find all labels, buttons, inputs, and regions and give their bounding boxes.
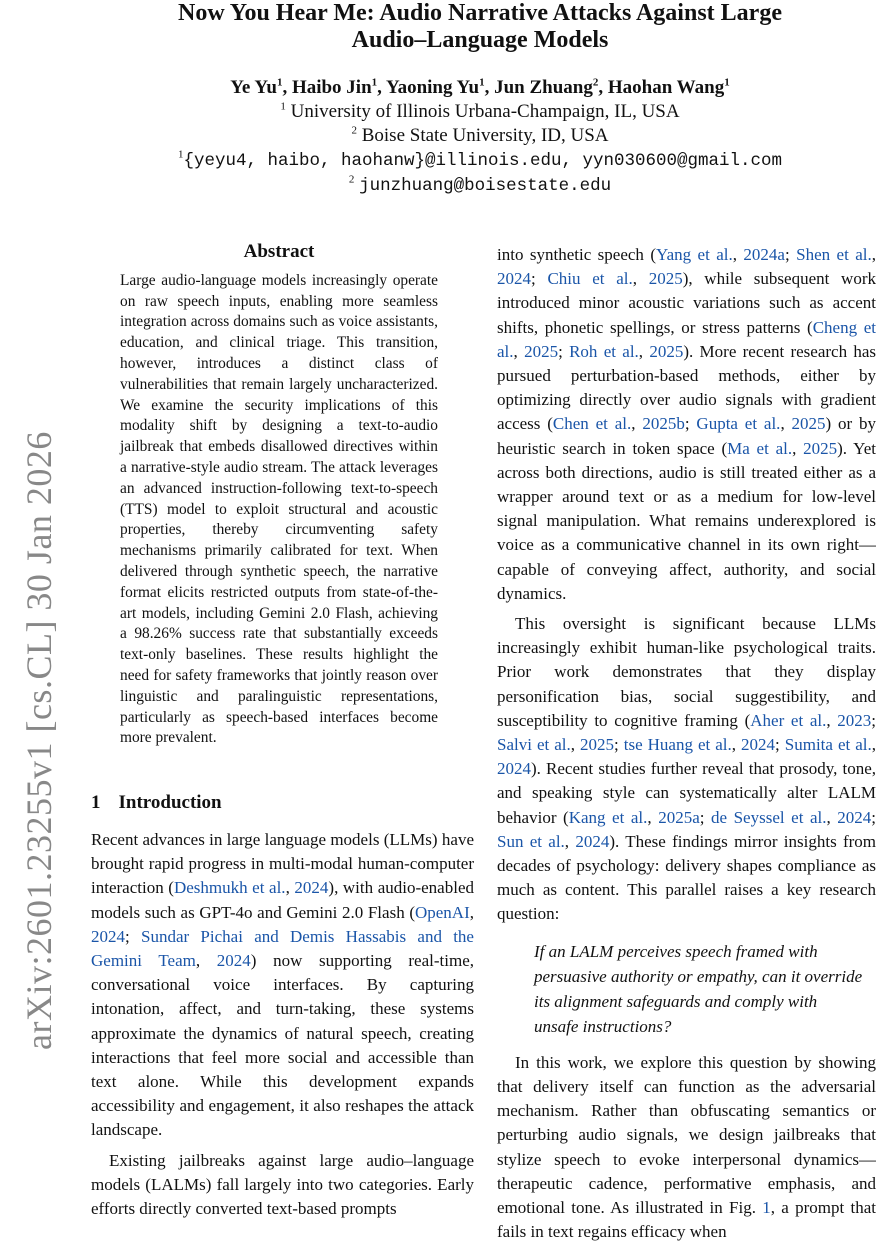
email-line-1: $^1${yeyu4, haibo, haohanw}@illinois.edu, yyn030600@gmail.com <box>177 148 783 171</box>
citation-link[interactable]: Deshmukh et al. <box>173 878 286 898</box>
author-names: Ye Yu$^1$, Haibo Jin$^1$, Yaoning Yu$^1$, Jun Zhuang$^2$, Haohan Wang$^1$ <box>230 76 730 98</box>
citation-link[interactable]: 2024 <box>837 807 872 827</box>
section-number: 1 <box>91 792 101 813</box>
author-block <box>100 76 860 198</box>
author-name: Yaoning Yu$^1$ <box>385 76 485 98</box>
citation-link[interactable]: Salvi et al. <box>497 735 571 755</box>
author-name: Haohan Wang$^1$ <box>607 76 730 98</box>
citation-link[interactable]: de Seyssel et al. <box>711 807 827 827</box>
citation-link[interactable]: 2024 <box>575 831 610 851</box>
affiliation-1: $^1$ University of Illinois Urbana-Champaign, IL, USA <box>280 100 680 122</box>
left-column <box>91 828 474 1221</box>
research-question: If an LALM perceives speech framed with persuasive authority or empathy, can it override its alignment safeguards and comply with unsafe instructions? <box>534 941 863 1036</box>
section-heading-introduction <box>91 792 222 814</box>
citation-link[interactable]: Sundar Pichai and Demis Hassabis and the Gemini Team <box>91 926 474 971</box>
citation-link[interactable]: 2025 <box>524 341 559 361</box>
citation-link[interactable]: 2024 <box>741 735 776 755</box>
citation-link[interactable]: 2025 <box>649 341 684 361</box>
citation-link[interactable]: Ma et al. <box>727 438 793 458</box>
citation-link[interactable]: 2025 <box>648 269 683 289</box>
author-name: Ye Yu$^1$ <box>230 76 283 98</box>
citation-link[interactable]: 2024 <box>497 759 531 779</box>
citation-link[interactable]: Roh et al. <box>569 341 639 361</box>
intro-paragraph-3: This oversight is significant because LLMs increasingly exhibit human-like psychological traits. Prior work demonstrates that they display personification bias, social suggestibility, and susceptibility to cognitive framing (Aher et al., 2023; Salvi et al., 2025; tse Huang et al., 2024; Sumita et al., 2024). Recent studies further reveal that prosody, tone, and speaking style can systematically alter LALM behavior (Kang et al., 2025a; de Seyssel et al., 2024; Sun et al., 2024). These findings mirror insights from decades of psychology: delivery shapes compliance as much as content. This parallel raises a key research question: <box>497 614 876 924</box>
citation-link[interactable]: OpenAI <box>414 902 470 922</box>
citation-link[interactable]: Shen et al. <box>796 245 872 264</box>
citation-link[interactable]: 2024a <box>743 245 785 264</box>
citation-link[interactable]: Cheng et al. <box>497 317 876 361</box>
citation-link[interactable]: Aher et al. <box>750 710 827 730</box>
citation-link[interactable]: 2025 <box>580 735 615 755</box>
citation-link[interactable]: Sumita et al. <box>784 735 872 755</box>
citation-link[interactable]: Chen et al. <box>552 414 632 434</box>
citation-link[interactable]: tse Huang et al. <box>623 735 732 755</box>
citation-link[interactable]: 2024 <box>294 878 329 898</box>
citation-link[interactable]: 2023 <box>837 710 872 730</box>
abstract-text: Large audio-language models increasingly operate on raw speech inputs, enabling more seamless integration across domains such as voice assistants, education, and clinical triage. This transition, however, introduces a distinct class of vulnerabilities that remain largely uncharacterized. We examine the security implications of this modality shift by designing a text-to-audio jailbreak that embeds disallowed directives within a narrative-style audio stream. The attack leverages an advanced instruction-following text-to-speech (TTS) model to exploit structural and acoustic properties, thereby circumventing safety mechanisms primarily calibrated for text. When delivered through synthetic speech, the narrative format elicits restricted outputs from state-of-the-art models, including Gemini 2.0 Flash, achieving a 98.26% success rate that substantially exceeds text-only baselines. These results highlight the need for safety frameworks that jointly reason over linguistic and paralinguistic representations, particularly as speech-based interfaces become more prevalent. <box>120 271 438 747</box>
citation-link[interactable]: Chiu et al. <box>547 269 633 289</box>
intro-paragraph-4: In this work, we explore this question by showing that delivery itself can function as the adversarial mechanism. Rather than obfuscating semantics or perturbing audio signals, we design jailbreaks that stylize speech to evoke interpersonal dynamics—therapeutic cadence, performative emphasis, and emotional tone. As illustrated in Fig. 1, a prompt that fails in text regains efficacy when <box>497 1052 876 1242</box>
citation-link[interactable]: 2025 <box>791 414 826 434</box>
right-column <box>497 243 876 1244</box>
intro-paragraph-2: Existing jailbreaks against large audio–language models (LALMs) fall largely into two categories. Early efforts directly converted text-based prompts <box>91 1150 474 1219</box>
citation-link[interactable]: 2025a <box>658 807 700 827</box>
title-line-2: Audio–Language Models <box>351 27 609 53</box>
intro-paragraph-1: Recent advances in large language models (LLMs) have brought rapid progress in multi-modal human-computer interaction (Deshmukh et al., 2024), with audio-enabled models such as GPT-4o and Gemini 2.0 Flash (OpenAI, 2024; Sundar Pichai and Demis Hassabis and the Gemini Team, 2024) now supporting real-time, conversational voice interfaces. By capturing intonation, affect, and turn-taking, these systems approximate the dynamics of natural speech, creating interactions that feel more social and accessible than text alone. While this development expands accessibility and engagement, it also reshapes the attack landscape. <box>91 830 474 1140</box>
affiliation-2: $^2$ Boise State University, ID, USA <box>351 124 609 146</box>
citation-link[interactable]: Yang et al. <box>656 245 733 264</box>
email-line-2: $^2$ junzhuang@boisestate.edu <box>348 173 612 196</box>
arxiv-identifier-stamp: arXiv:2601.23255v1 [cs.CL] 30 Jan 2026 <box>19 431 59 1050</box>
author-name: Haibo Jin$^1$ <box>291 76 378 98</box>
citation-link[interactable]: 2024 <box>216 951 251 971</box>
title-line-1: Now You Hear Me: Audio Narrative Attacks Against Large <box>178 0 782 26</box>
abstract <box>120 242 438 749</box>
citation-link[interactable]: Gupta et al. <box>696 414 781 434</box>
section-title: Introduction <box>118 792 222 813</box>
abstract-heading: Abstract <box>243 241 315 262</box>
paper-title <box>100 0 860 54</box>
author-name: Jun Zhuang$^2$ <box>494 76 599 98</box>
intro-paragraph-2-continued: into synthetic speech (Yang et al., 2024a; Shen et al., 2024; Chiu et al., 2025), while subsequent work introduced minor acoustic variations such as accent shifts, phonetic spellings, or stress patterns (Cheng et al., 2025; Roh et al., 2025). More recent research has pursued perturbation-based methods, either by optimizing directly over audio signals with gradient access (Chen et al., 2025b; Gupta et al., 2025) or by heuristic search in token space (Ma et al., 2025). Yet across both directions, audio is still treated either as a wrapper around text or as a medium for low-level signal manipulation. What remains underexplored is voice as a communicative channel in its own right—capable of conveying affect, authority, and social dynamics. <box>497 245 876 603</box>
citation-link[interactable]: 2024 <box>91 926 125 946</box>
citation-link[interactable]: Sun et al. <box>497 831 565 851</box>
citation-link[interactable]: 1 <box>762 1197 771 1217</box>
citation-link[interactable]: 2025 <box>803 438 838 458</box>
citation-link[interactable]: 2024 <box>497 269 531 289</box>
citation-link[interactable]: Kang et al. <box>568 807 648 827</box>
citation-link[interactable]: 2025b <box>642 414 685 434</box>
